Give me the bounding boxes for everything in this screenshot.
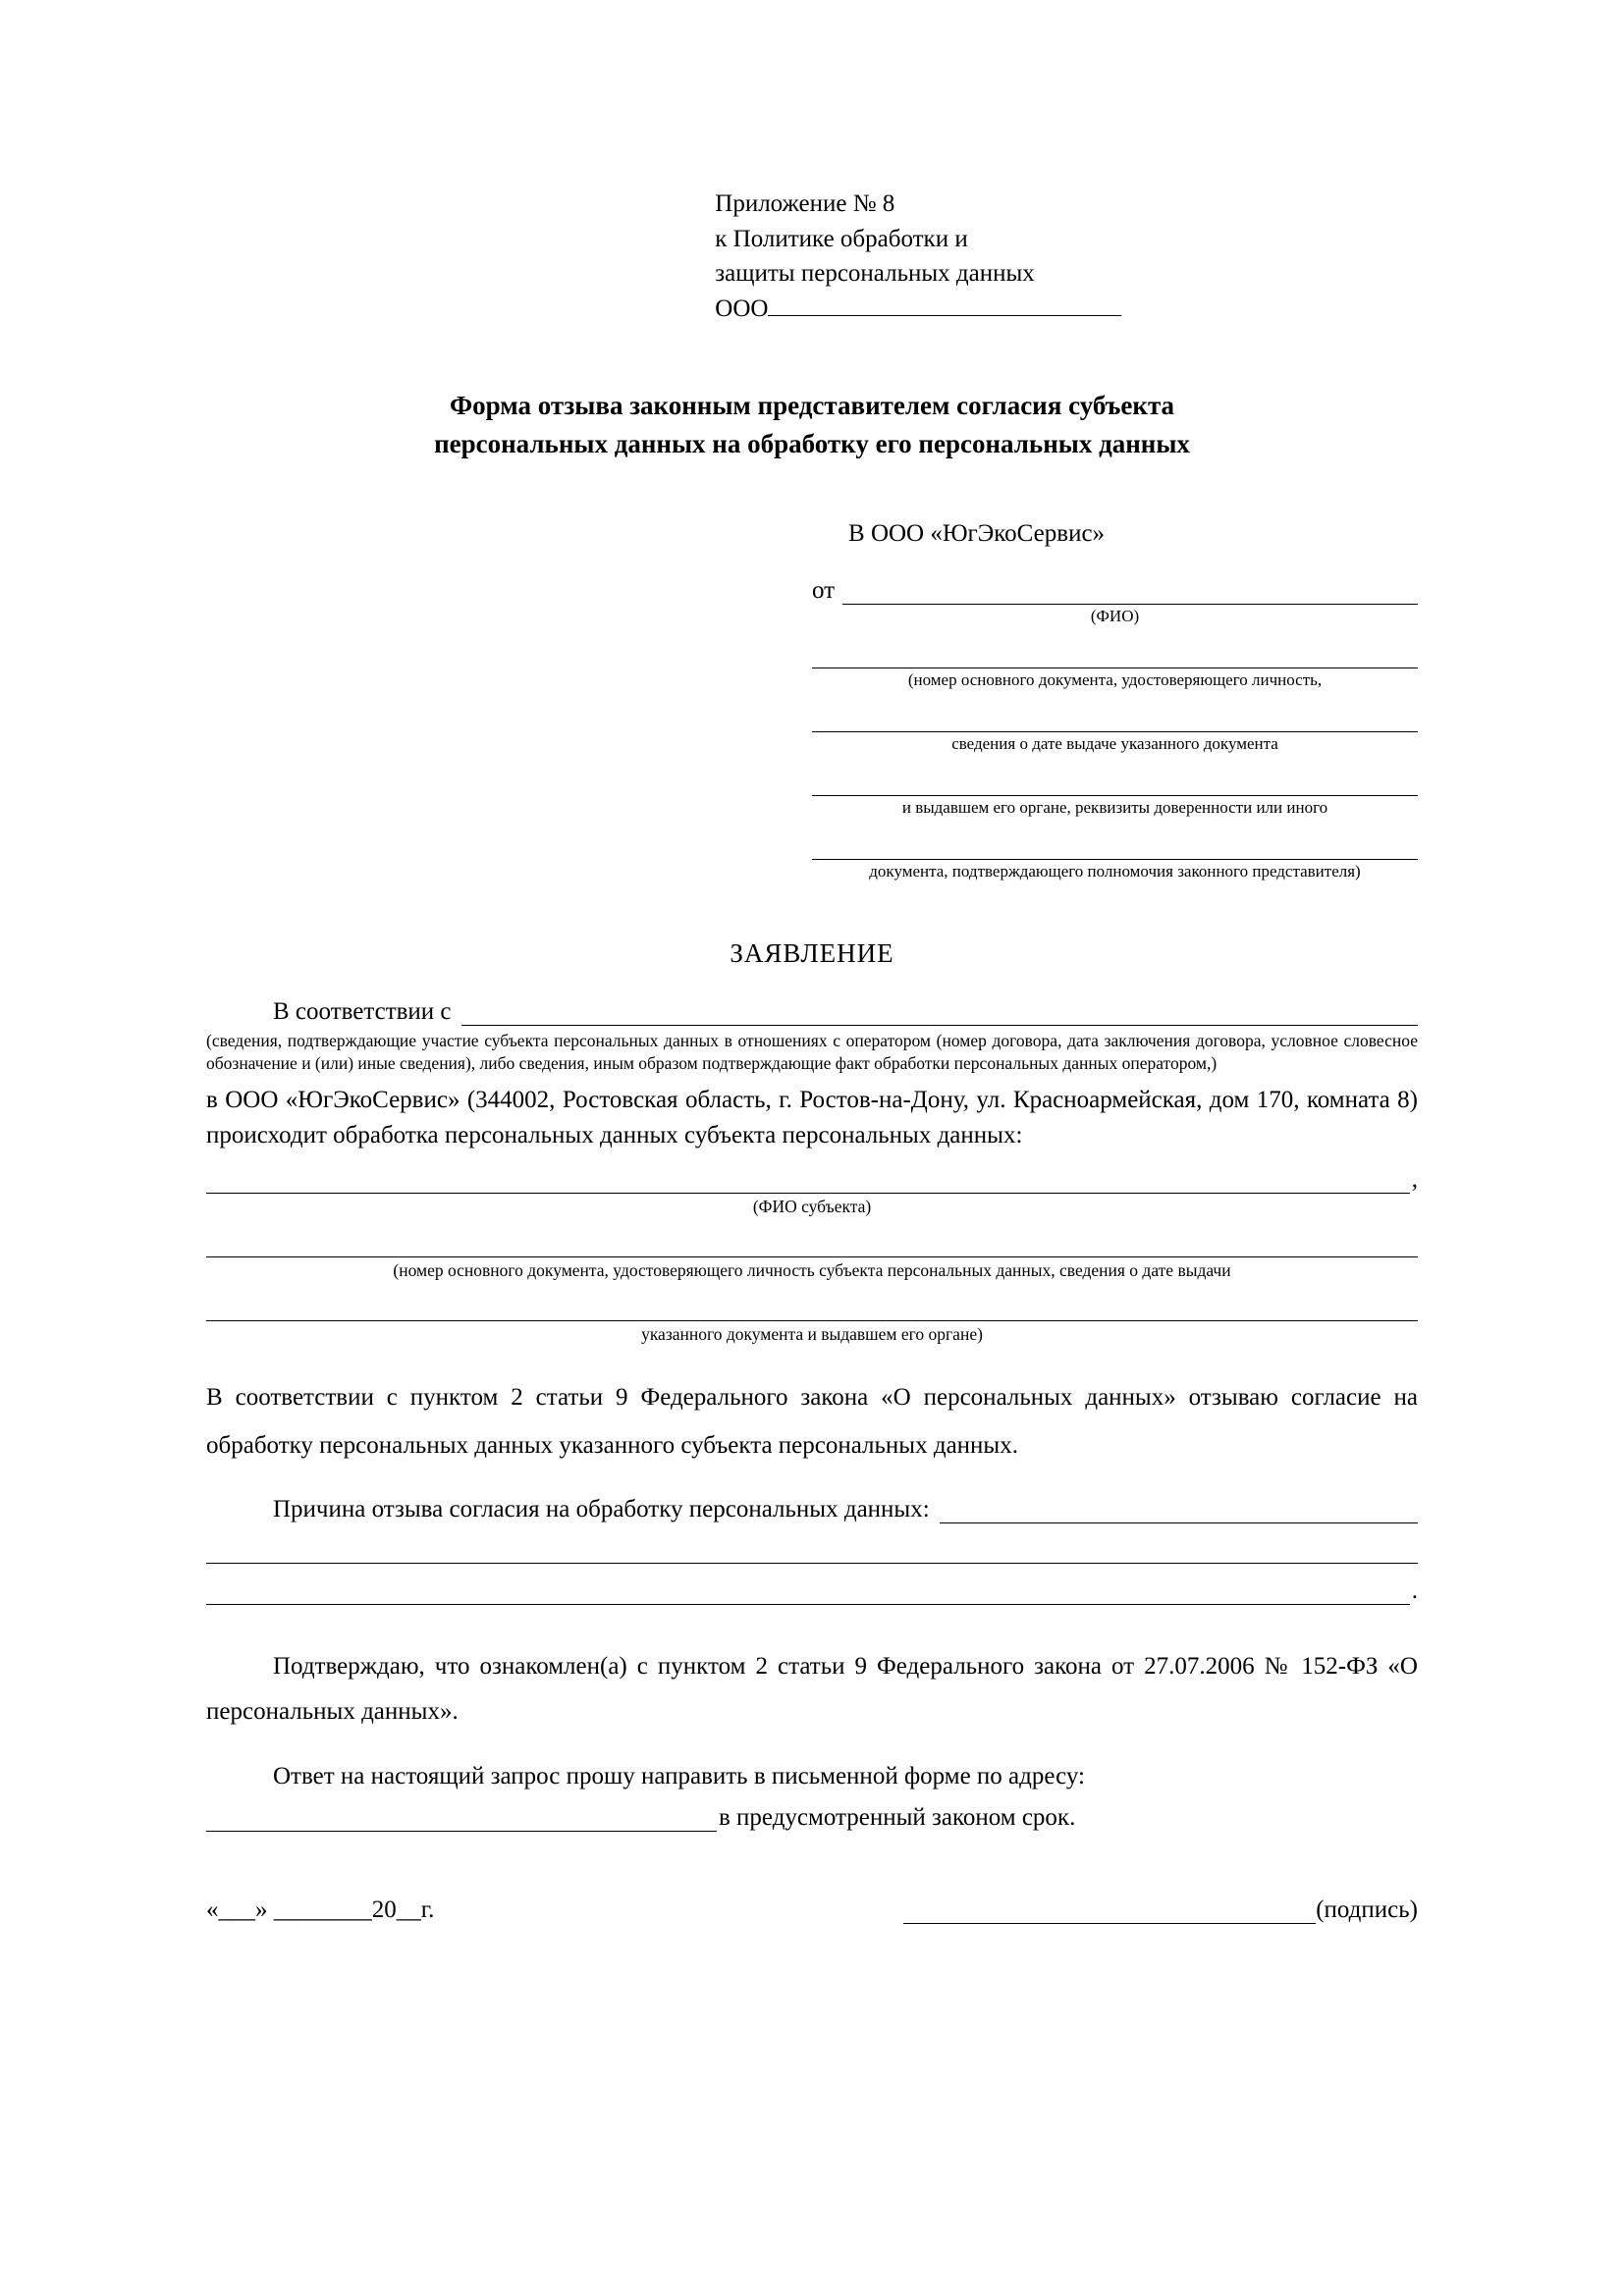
appendix-company-prefix: ООО [715, 294, 769, 322]
answer-address-row [206, 1804, 1418, 1832]
appendix-policy-line-1: к Политике обработки и [715, 225, 968, 252]
confirmation-paragraph [206, 1644, 1418, 1735]
confirmation-text: Подтверждаю, что ознакомлен(а) с пунктом 2 статьи 9 Федерального закона от 27.07.2006 № 152-ФЗ «О персональных данных». [206, 1652, 1418, 1726]
answer-paragraph [206, 1754, 1418, 1799]
from-doc-blank-4[interactable] [812, 833, 1418, 860]
reason-row [206, 1496, 1418, 1523]
in-accordance-label: В соответствии с [273, 998, 452, 1026]
subject-doc-blank-2[interactable] [206, 1295, 1418, 1321]
subject-doc-caption-1: (номер основного документа, удостоверяющего личность субъекта персональных данных, сведения о дате выдачи [393, 1260, 1231, 1281]
from-fio-caption: (ФИО) [1090, 607, 1140, 626]
from-doc-row-1 [812, 642, 1418, 690]
page-title [206, 387, 1418, 463]
subject-name-row [206, 1166, 1418, 1194]
reason-blank-3[interactable] [206, 1578, 1410, 1605]
subject-name-blank[interactable] [206, 1167, 1410, 1194]
from-doc-caption-4: документа, подтверждающего полномочия законного представителя) [869, 862, 1361, 881]
addressee-line: В ООО «ЮгЭкоСервис» [848, 520, 1106, 548]
appendix-policy-line-2: защиты персональных данных [715, 260, 1035, 287]
signature-block [903, 1896, 1418, 1924]
from-doc-row-4 [812, 833, 1418, 881]
signature-label: (подпись) [1316, 1896, 1418, 1923]
reason-period: . [1411, 1576, 1418, 1604]
reason-blank-2[interactable] [206, 1537, 1418, 1564]
reason-row-3 [206, 1577, 1418, 1605]
subject-doc-blank-1[interactable] [206, 1231, 1418, 1257]
from-doc-caption-2: сведения о дате выдаче указанного документа [951, 734, 1278, 754]
answer-text: Ответ на настоящий запрос прошу направить в письменной форме по адресу: [273, 1763, 1085, 1790]
subject-doc-row-2 [206, 1295, 1418, 1321]
from-doc-blank-2[interactable] [812, 706, 1418, 732]
from-doc-caption-1: (номер основного документа, удостоверяющего личность, [907, 670, 1323, 690]
appendix-header [715, 187, 1418, 326]
appendix-company-line [715, 292, 1418, 327]
statement-heading: ЗАЯВЛЕНИЕ [730, 938, 894, 969]
page-title-line-1: Форма отзыва законным представителем согласия субъекта [449, 391, 1175, 420]
subject-doc-row-1 [206, 1231, 1418, 1257]
subject-doc-caption-2: указанного документа и выдавшем его органе) [641, 1324, 983, 1345]
appendix-company-blank[interactable] [768, 292, 1121, 316]
page-title-line-2: персональных данных на обработку его персональных данных [434, 429, 1190, 459]
organization-paragraph: в ООО «ЮгЭкоСервис» (344002, Ростовская область, г. Ростов-на-Дону, ул. Красноармейская, дом 170, комната 8) происходит обработка персональных данных субъекта персональных данных: [206, 1087, 1418, 1148]
in-accordance-caption: (сведения, подтверждающие участие субъекта персональных данных в отношениях с оператором (номер договора, дата заключения договора, условное словесное обозначение и (или) иные сведения), либо сведения, иным образом подтверждающие факт обработки персональных данных оператором,) [206, 1031, 1418, 1074]
answer-address-tail: в предусмотренный законом срок. [719, 1803, 1076, 1831]
reason-row-2 [206, 1537, 1418, 1564]
answer-address-blank[interactable] [206, 1805, 717, 1832]
subject-name-caption: (ФИО субъекта) [752, 1197, 872, 1217]
date-line[interactable]: «___» ________20__г. [206, 1896, 435, 1923]
from-doc-row-2 [812, 706, 1418, 754]
from-label: от [812, 577, 836, 605]
signature-row [206, 1896, 1418, 1924]
from-row [812, 577, 1418, 605]
reason-label: Причина отзыва согласия на обработку персональных данных: [273, 1495, 930, 1522]
from-doc-blank-1[interactable] [812, 642, 1418, 668]
reason-blank-1[interactable] [940, 1497, 1418, 1523]
signature-blank[interactable] [903, 1897, 1316, 1924]
from-doc-blank-3[interactable] [812, 770, 1418, 796]
withdraw-paragraph: В соответствии с пунктом 2 статьи 9 Федерального закона «О персональных данных» отзываю согласие на обработку персональных данных указанного субъекта персональных данных. [206, 1384, 1418, 1460]
from-doc-caption-3: и выдавшем его органе, реквизиты доверенности или иного [901, 798, 1328, 818]
in-accordance-blank[interactable] [461, 999, 1418, 1026]
in-accordance-row [206, 998, 1418, 1026]
from-doc-row-3 [812, 770, 1418, 818]
subject-name-comma: , [1411, 1166, 1418, 1194]
from-fio-blank[interactable] [842, 578, 1418, 605]
appendix-number: Приложение № 8 [715, 190, 895, 217]
